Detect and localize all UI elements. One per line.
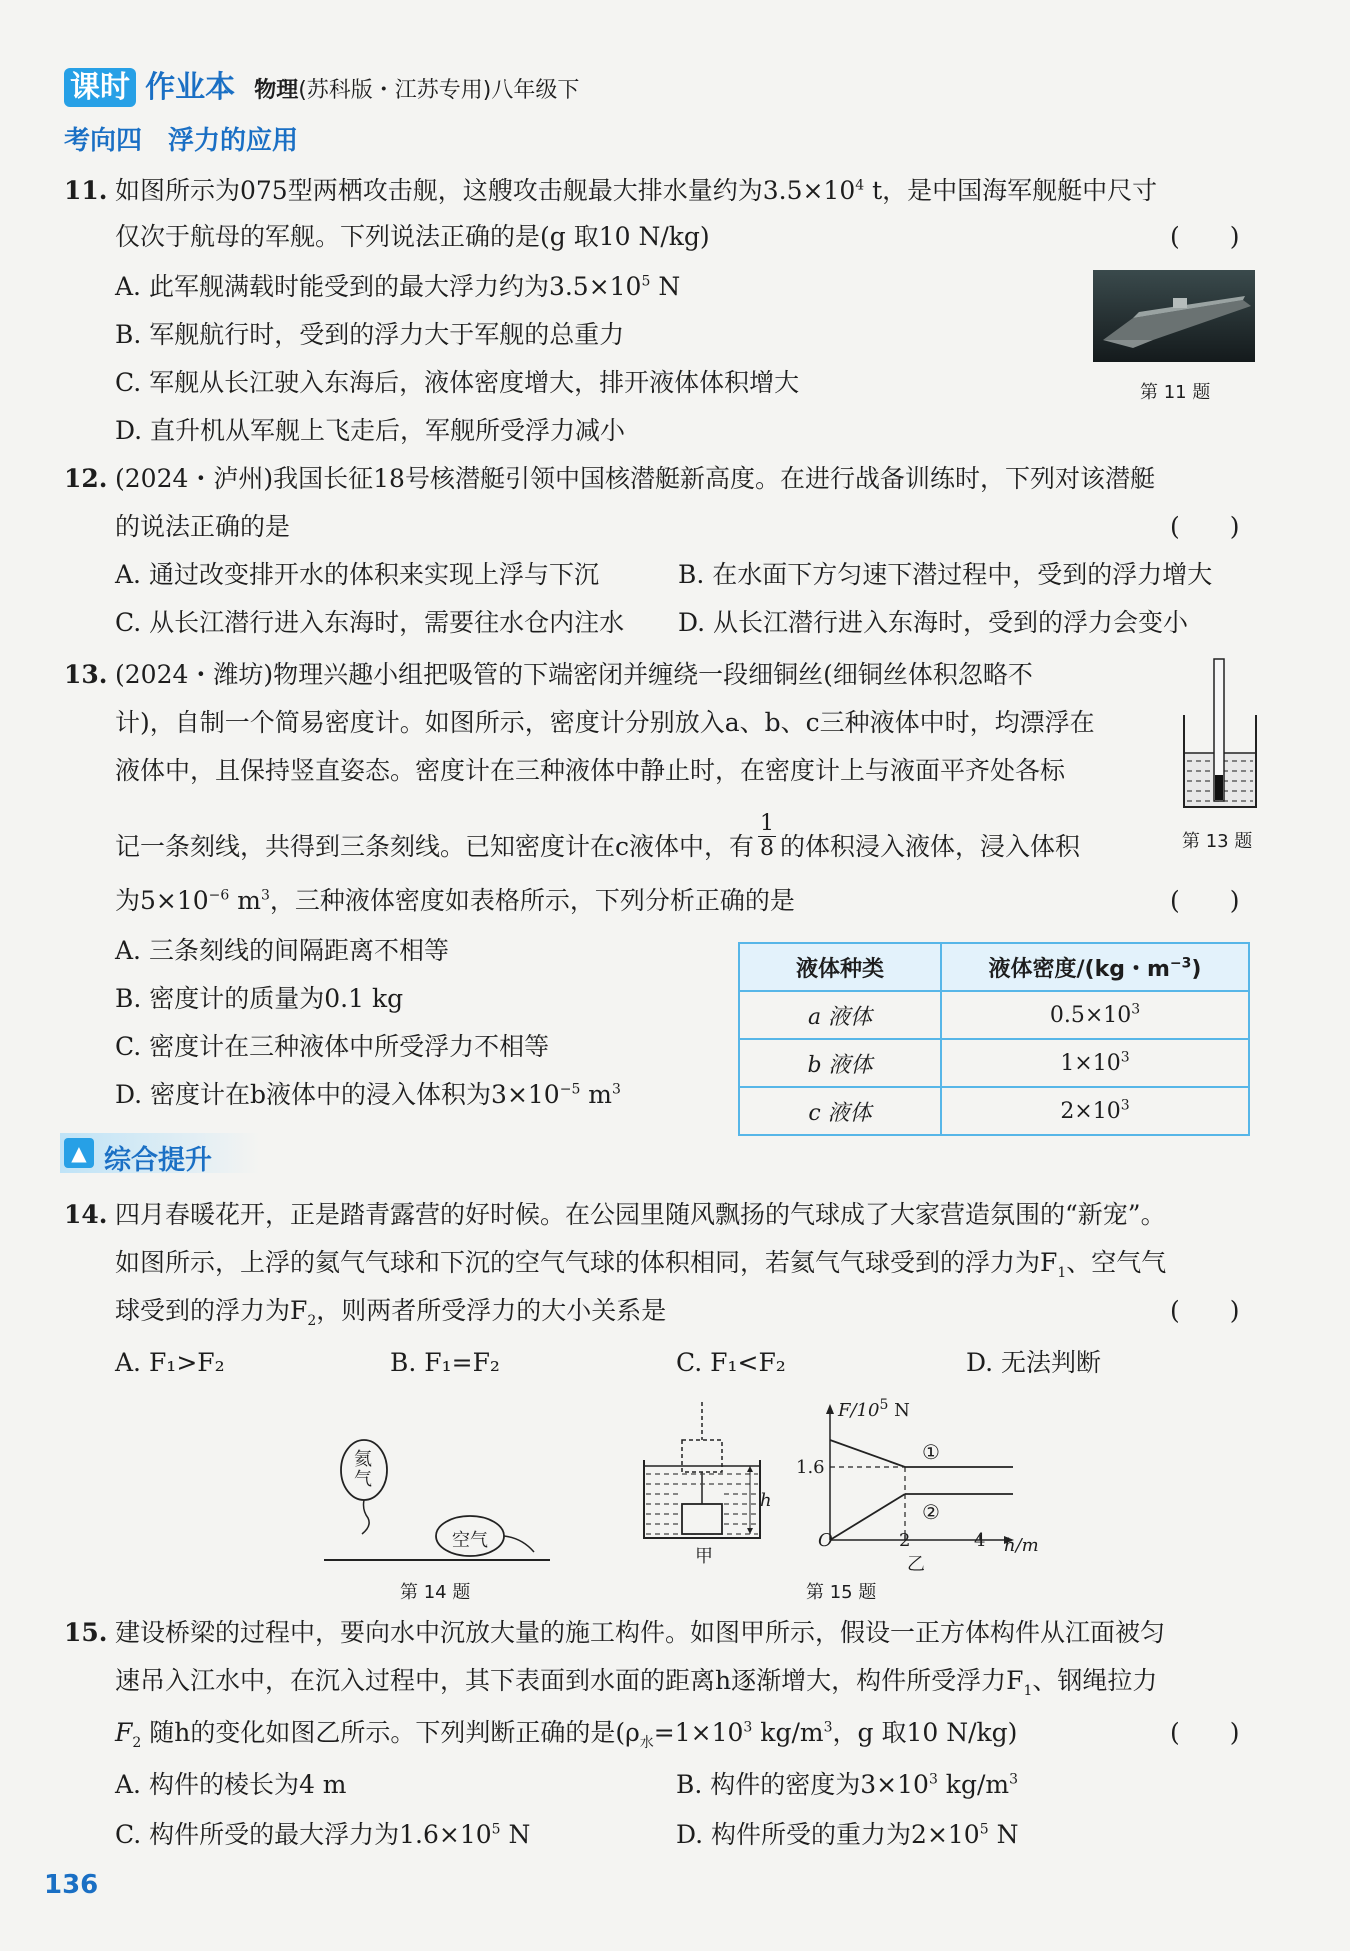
- table-cell-density: $1\times 10^3$: [941, 1039, 1249, 1087]
- q15-number: 15.: [64, 1618, 108, 1647]
- q12-stem-line2: 的说法正确的是: [115, 512, 291, 541]
- q12-option-b: B. 在水面下方匀速下潜过程中，受到的浮力增大: [678, 560, 1213, 589]
- q13-stem-line2: 计)，自制一个简易密度计。如图所示，密度计分别放入a、b、c三种液体中时，均漂浮在: [115, 708, 1095, 737]
- depth-h-label: h: [760, 1490, 772, 1511]
- graph-x-tick-2: 2: [899, 1530, 911, 1551]
- table-cell-liquid: c 液体: [739, 1087, 941, 1135]
- table-row: [739, 1087, 1249, 1135]
- q11-option-d: D. 直升机从军舰上飞走后，军舰所受浮力减小: [115, 416, 626, 445]
- section-title: 考向四 浮力的应用: [64, 126, 299, 156]
- q12-answer-paren: ( ): [1170, 512, 1240, 541]
- section2-title: 综合提升: [104, 1145, 212, 1176]
- q13-stem-line1: (2024・潍坊)物理兴趣小组把吸管的下端密闭并缠绕一段细铜丝(细铜丝体积忽略不: [115, 660, 1033, 689]
- graph-line-1-label: ①: [922, 1440, 940, 1464]
- figure-yi-label: 乙: [907, 1554, 925, 1575]
- q15-caption: 第 15 题: [806, 1582, 877, 1603]
- graph-x-axis-label: h/m: [1004, 1535, 1039, 1556]
- q14-number: 14.: [64, 1200, 108, 1229]
- q13-stem-line3: 液体中，且保持竖直姿态。密度计在三种液体中静止时，在密度计上与液面平齐处各标: [115, 756, 1066, 785]
- thumb-up-icon: ▲: [64, 1138, 94, 1168]
- graph-x-tick-4: 4: [974, 1530, 986, 1551]
- q14-stem-line2: 如图所示，上浮的氦气气球和下沉的空气气球的体积相同，若氦气气球受到的浮力为$F_1$、空气气: [115, 1248, 1167, 1281]
- table-header-liquid: 液体种类: [739, 943, 941, 991]
- table-row: [739, 991, 1249, 1039]
- graph-y-tick: 1.6: [796, 1457, 825, 1478]
- q14-stem-line3: 球受到的浮力为$F_2$，则两者所受浮力的大小关系是: [115, 1296, 667, 1329]
- graph-line-2-label: ②: [922, 1500, 940, 1524]
- q15-stem-line3: $F_2$ 随h的变化如图乙所示。下列判断正确的是($\rho_水=1\times 10^3$ $kg/m^3$，g 取10 N/kg): [115, 1718, 1018, 1751]
- q12-number: 12.: [64, 464, 108, 493]
- q14-option-d: D. 无法判断: [966, 1348, 1102, 1377]
- q11-option-a: A. 此军舰满载时能受到的最大浮力约为$3.5\times 10^5$ N: [115, 272, 681, 301]
- warship-photo: [1093, 270, 1255, 362]
- air-balloon-label: 空气: [452, 1530, 488, 1551]
- graph-origin: O: [818, 1530, 833, 1551]
- table-cell-liquid: a 液体: [739, 991, 941, 1039]
- q13-option-c: C. 密度计在三种液体中所受浮力不相等: [115, 1032, 550, 1061]
- q15-option-a: A. 构件的棱长为4 m: [115, 1770, 347, 1799]
- table-cell-density: $2\times 10^3$: [941, 1087, 1249, 1135]
- q15-stem-line1: 建设桥梁的过程中，要向水中沉放大量的施工构件。如图甲所示，假设一正方体构件从江面被匀: [115, 1618, 1166, 1647]
- book-title: 作业本: [145, 70, 236, 105]
- table-cell-liquid: b 液体: [739, 1039, 941, 1087]
- q12-option-a: A. 通过改变排开水的体积来实现上浮与下沉: [115, 560, 599, 589]
- q13-option-b: B. 密度计的质量为0.1 kg: [115, 984, 404, 1013]
- figure-jia-tank: [640, 1400, 775, 1540]
- q15-stem-line2: 速吊入江水中，在沉入过程中，其下表面到水面的距离h逐渐增大，构件所受浮力$F_1$、钢绳拉力: [115, 1666, 1158, 1699]
- q14-stem-line1: 四月春暖花开，正是踏青露营的好时候。在公园里随风飘扬的气球成了大家营造氛围的“新宠”。: [115, 1200, 1166, 1229]
- hydrometer-figure: [1180, 655, 1260, 813]
- fraction-denominator: 8: [760, 836, 775, 862]
- helium-balloon-label: 氦气: [354, 1449, 372, 1490]
- logo-mark: 课时: [64, 68, 136, 107]
- subject: 物理: [254, 78, 299, 103]
- q13-number: 13.: [64, 660, 108, 689]
- graph-y-axis-label: $F/10^5$ N: [838, 1397, 910, 1421]
- table-row: [739, 1039, 1249, 1087]
- q11-stem-line2: 仅次于航母的军舰。下列说法正确的是(g 取10 N/kg): [115, 222, 710, 251]
- q13-answer-paren: ( ): [1170, 886, 1240, 915]
- page-number: 136: [44, 1870, 99, 1900]
- fraction-numerator: 1: [760, 811, 775, 836]
- q13-stem-line5: 为$5\times 10^{-6}$ $m^3$，三种液体密度如表格所示，下列分析正确的是: [115, 886, 795, 915]
- header-logo: [64, 62, 579, 106]
- q11-answer-paren: ( ): [1170, 222, 1240, 251]
- q15-option-c: C. 构件所受的最大浮力为$1.6\times 10^5$ N: [115, 1820, 531, 1849]
- q11-caption: 第 11 题: [1140, 382, 1211, 403]
- table-header-row: [739, 943, 1249, 991]
- q14-caption: 第 14 题: [400, 1582, 471, 1603]
- edition: (苏科版・江苏专用)八年级下: [298, 78, 580, 103]
- q13-option-d: D. 密度计在b液体中的浸入体积为$3\times 10^{-5}$ $m^3$: [115, 1080, 621, 1109]
- q14-option-a: A. F₁>F₂: [115, 1348, 225, 1377]
- q11-number: 11.: [64, 176, 108, 205]
- q14-answer-paren: ( ): [1170, 1296, 1240, 1325]
- q14-option-b: B. F₁=F₂: [390, 1348, 500, 1377]
- q11-option-c: C. 军舰从长江驶入东海后，液体密度增大，排开液体体积增大: [115, 368, 800, 397]
- q15-answer-paren: ( ): [1170, 1718, 1240, 1747]
- q14-option-c: C. F₁<F₂: [676, 1348, 786, 1377]
- q13-caption: 第 13 题: [1182, 831, 1253, 852]
- q15-option-d: D. 构件所受的重力为$2\times 10^5$ N: [676, 1820, 1019, 1849]
- table-cell-density: $0.5\times 10^3$: [941, 991, 1249, 1039]
- q11-option-b: B. 军舰航行时，受到的浮力大于军舰的总重力: [115, 320, 625, 349]
- q15-option-b: B. 构件的密度为$3\times 10^3$ $kg/m^3$: [676, 1770, 1019, 1799]
- q13-option-a: A. 三条刻线的间隔距离不相等: [115, 936, 449, 965]
- figure-jia-label: 甲: [695, 1546, 713, 1567]
- density-table: [738, 942, 1250, 1136]
- q12-option-c: C. 从长江潜行进入东海时，需要往水仓内注水: [115, 608, 625, 637]
- table-header-density: 液体密度/(kg・$m^{-3}$): [941, 943, 1249, 991]
- q11-stem-line1: 如图所示为075型两栖攻击舰，这艘攻击舰最大排水量约为$3.5\times 10^4$ t，是中国海军舰艇中尺寸: [115, 176, 1158, 205]
- q12-option-d: D. 从长江潜行进入东海时，受到的浮力会变小: [678, 608, 1189, 637]
- q13-stem-line4: 记一条刻线，共得到三条刻线。已知密度计在c液体中，有 $\frac{1}{8}$ 的体积浸入液体，浸入体积: [115, 811, 1081, 862]
- q12-stem-line1: (2024・泸州)我国长征18号核潜艇引领中国核潜艇新高度。在进行战备训练时，下列对该潜艇: [115, 464, 1155, 493]
